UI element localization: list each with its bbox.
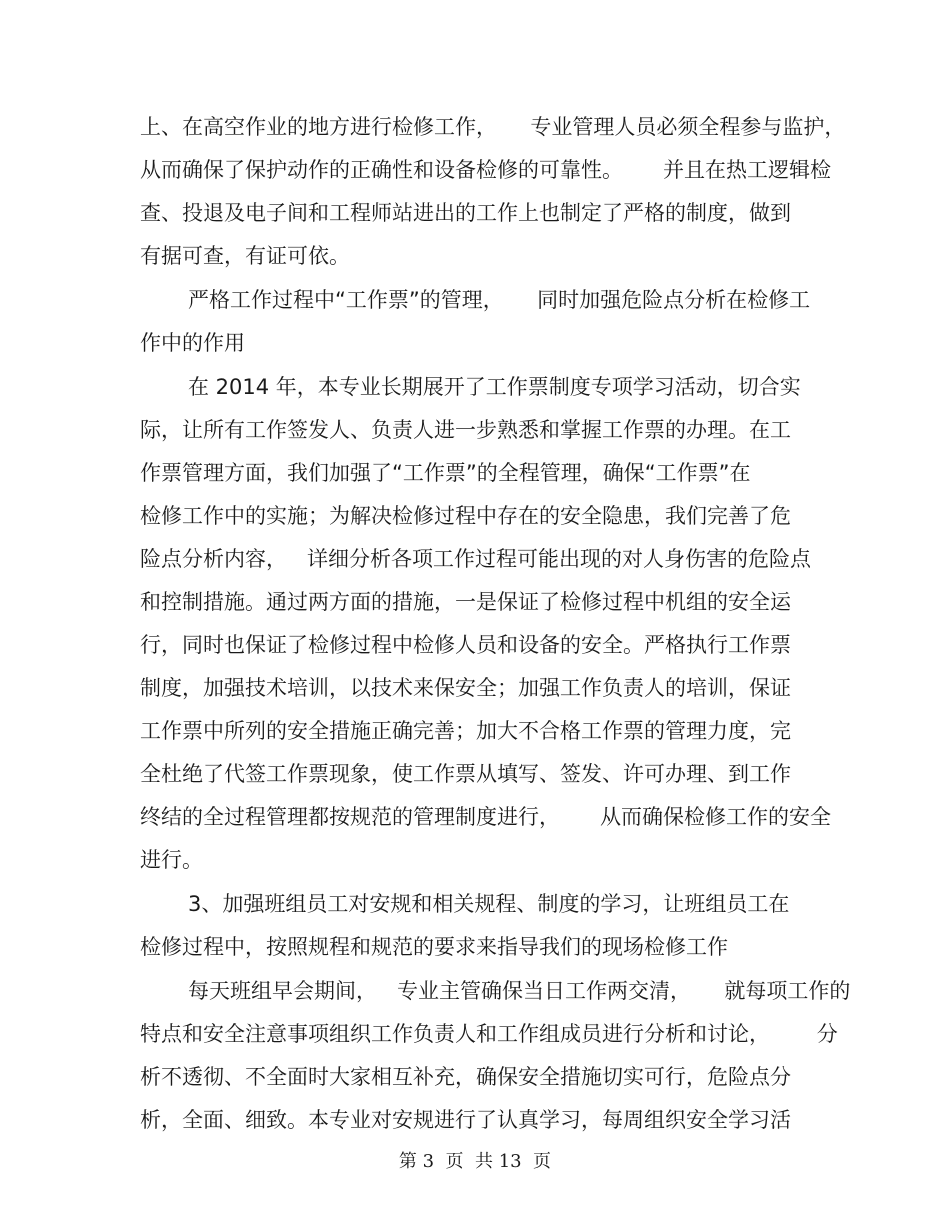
text-line: 工作票中所列的安全措施正确完善；加大不合格工作票的管理力度，完: [140, 719, 791, 743]
text-line: 作票管理方面，我们加强了“工作票”的全程管理，确保“工作票”在: [140, 461, 751, 485]
text-line: 特点和安全注意事项组织工作负责人和工作组成员进行分析和讨论， 分: [140, 1022, 838, 1046]
text-line: 终结的全过程管理都按规范的管理制度进行， 从而确保检修工作的安全: [140, 805, 832, 829]
text-line: 全杜绝了代签工作票现象，使工作票从填写、签发、许可办理、到工作: [140, 762, 791, 786]
text-line: 检修工作中的实施；为解决检修过程中存在的安全隐患，我们完善了危: [140, 504, 791, 528]
text-line: 每天班组早会期间， 专业主管确保当日工作两交清， 就每项工作的: [188, 979, 851, 1003]
text-line: 作中的作用: [140, 331, 245, 355]
text-line: 险点分析内容， 详细分析各项工作过程可能出现的对人身伤害的危险点: [140, 547, 812, 571]
text-line: 查、投退及电子间和工程师站进出的工作上也制定了严格的制度，做到: [140, 201, 791, 225]
page-footer: 第 3 页 共 13 页: [398, 1151, 552, 1172]
text-line: 从而确保了保护动作的正确性和设备检修的可靠性。 并且在热工逻辑检: [140, 158, 832, 182]
text-line: 检修过程中，按照规程和规范的要求来指导我们的现场检修工作: [140, 935, 728, 959]
text-line: 进行。: [140, 848, 203, 872]
text-line: 有据可查，有证可依。: [140, 244, 350, 268]
text-line: 3、加强班组员工对安规和相关规程、制度的学习，让班组员工在: [188, 892, 790, 916]
text-line: 在 2014 年，本专业长期展开了工作票制度专项学习活动，切合实: [188, 375, 801, 399]
text-line: 行，同时也保证了检修过程中检修人员和设备的安全。严格执行工作票: [140, 633, 791, 657]
text-line: 析不透彻、不全面时大家相互补充，确保安全措施切实可行，危险点分: [140, 1065, 791, 1089]
text-line: 和控制措施。通过两方面的措施，一是保证了检修过程中机组的安全运: [140, 590, 791, 614]
text-line: 上、在高空作业的地方进行检修工作， 专业管理人员必须全程参与监护，: [140, 115, 846, 139]
text-line: 严格工作过程中“工作票”的管理， 同时加强危险点分析在检修工: [188, 288, 811, 312]
text-line: 析，全面、细致。本专业对安规进行了认真学习，每周组织安全学习活: [140, 1108, 791, 1132]
text-line: 际，让所有工作签发人、负责人进一步熟悉和掌握工作票的办理。在工: [140, 418, 791, 442]
text-line: 制度，加强技术培训，以技术来保安全；加强工作负责人的培训，保证: [140, 676, 791, 700]
